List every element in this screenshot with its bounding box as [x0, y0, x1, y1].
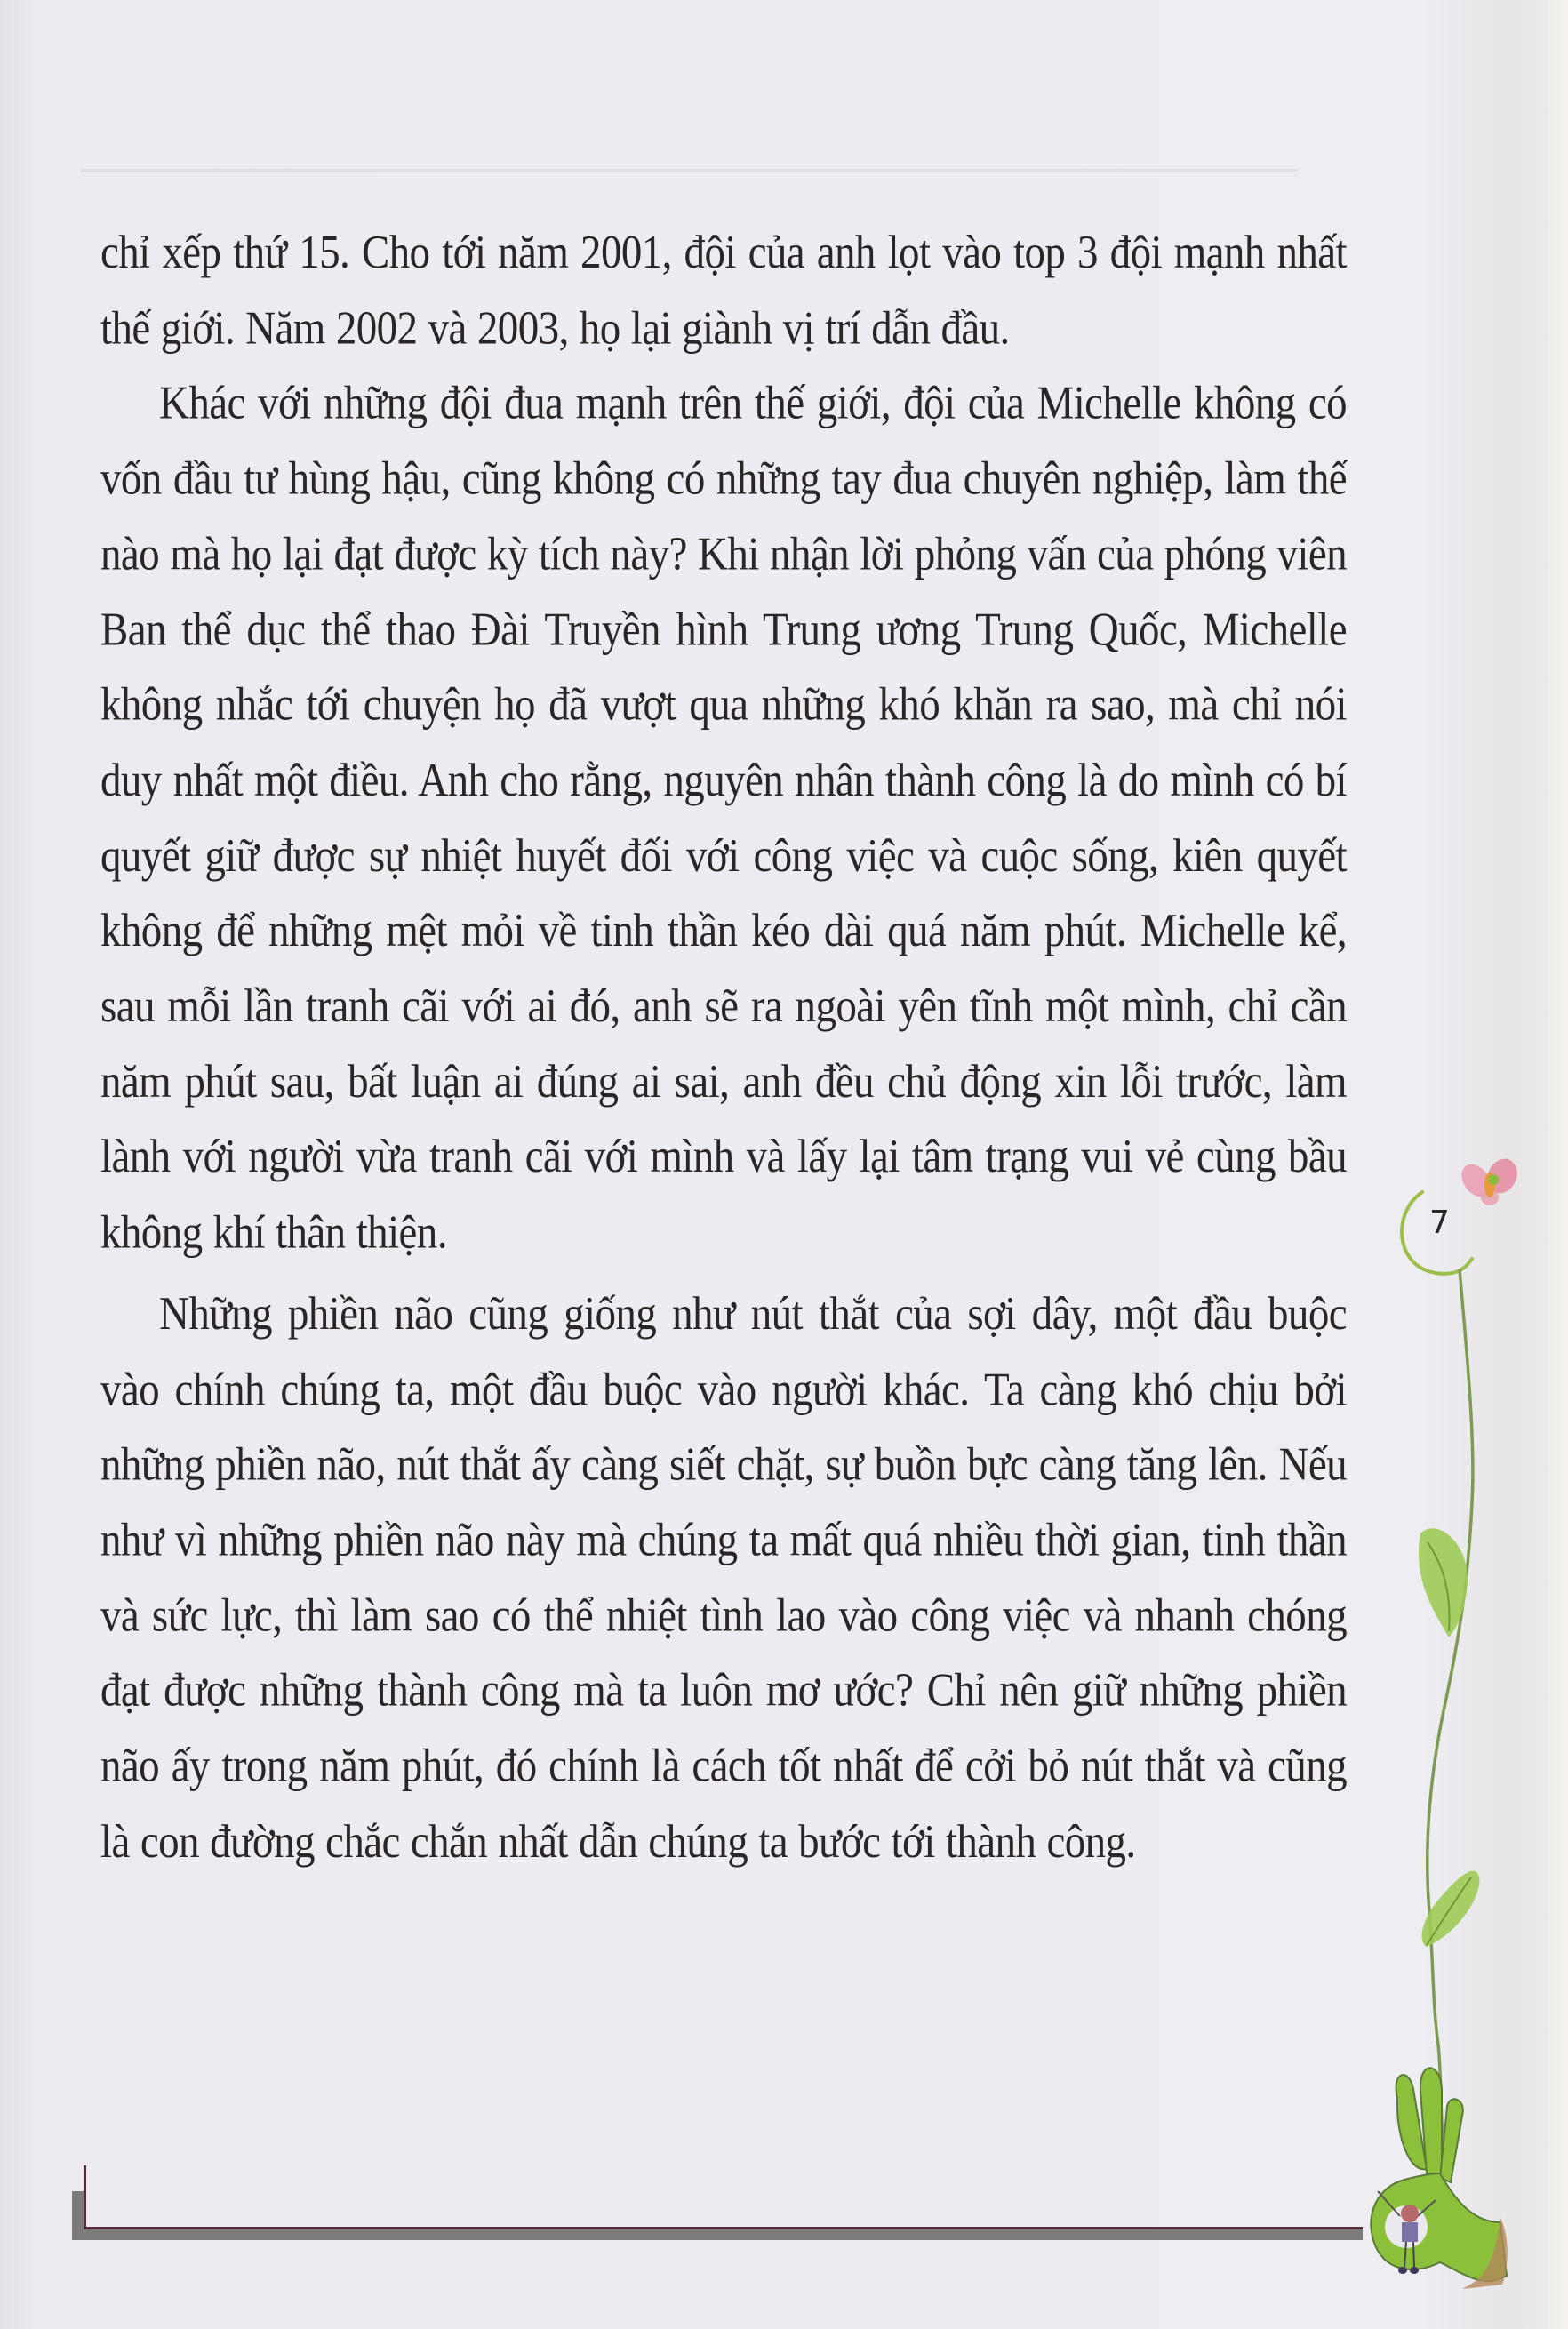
paragraph-2: Khác với những đội đua mạnh trên thế giới, đội của Michelle không có vốn đầu tư hùng hậu, cũng không có những tay đua chuyên nghiệp, làm thế nào mà họ lại đạt được kỳ tích này? Khi nhận lời phỏng vấn của phóng viên Ban thể dục thể thao Đài Truyền hình Trung ương Trung Quốc, Michelle không nhắc tới chuyện họ đã vượt qua những khó khăn ra sao, mà chỉ nói duy nhất một điều. Anh cho rằng, nguyên nhân thành công là do mình có bí quyết giữ được sự nhiệt huyết đối với công việc và cuộc sống, kiên quyết không để những mệt mỏi về tinh thần kéo dài quá năm phút. Michelle kể, sau mỗi lần tranh cãi với ai đó, anh sẽ ra ngoài yên tĩnh một mình, chỉ cần năm phút sau, bất luận ai đúng ai sai, anh đều chủ động xin lỗi trước, làm lành với người vừa tranh cãi với mình và lấy lại tâm trạng vui vẻ cùng bầu không khí thân thiện. [100, 377, 1347, 1259]
paragraph-3: Những phiền não cũng giống như nút thắt của sợi dây, một đầu buộc vào chính chúng ta, một đầu buộc vào người khác. Ta càng khó chịu bởi những phiền não, nút thắt ấy càng siết chặt, sự buồn bực càng tăng lên. Nếu như vì những phiền não này mà chúng ta mất quá nhiều thời gian, tinh thần và sức lực, thì làm sao có thể nhiệt tình lao vào công việc và nhanh chóng đạt được những thành công mà ta luôn mơ ước? Chỉ nên giữ những phiền não ấy trong năm phút, đó chính là cách tốt nhất để cởi bỏ nút thắt và cũng là con đường chắc chắn nhất dẫn chúng ta bước tới thành công. [100, 1288, 1347, 1868]
paragraph-1: chỉ xếp thứ 15. Cho tới năm 2001, đội của anh lọt vào top 3 đội mạnh nhất thế giới. Năm 2002 và 2003, họ lại giành vị trí dẫn đầu. [100, 227, 1347, 355]
butterfly-icon [1456, 1154, 1523, 1205]
vine-stem [1428, 1269, 1473, 2151]
page-number: 7 [1429, 1205, 1450, 1241]
plant-hand-icon [1371, 2068, 1507, 2289]
